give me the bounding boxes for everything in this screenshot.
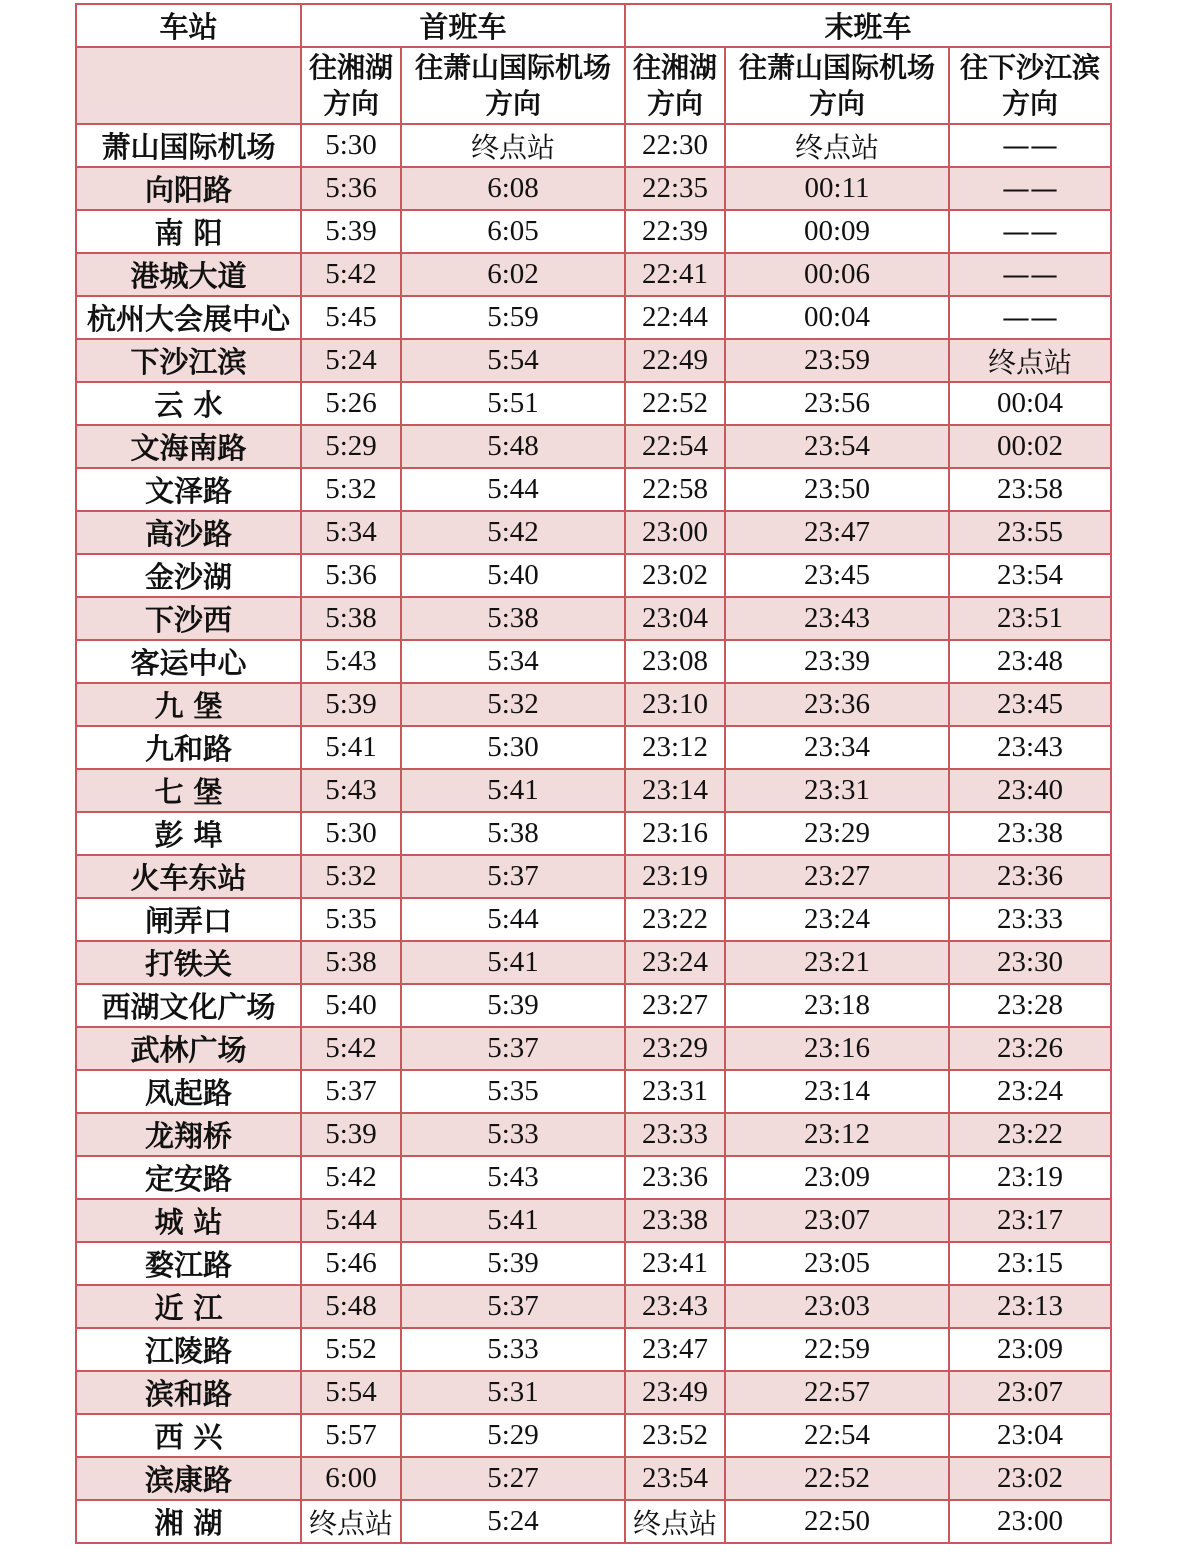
last-xianghu-cell: 23:00 [625, 511, 725, 554]
table-row [76, 339, 1111, 382]
header-station: 车站 [76, 4, 301, 47]
last-xianghu-cell: 23:47 [625, 1328, 725, 1371]
last-airport-cell: 23:24 [725, 898, 949, 941]
table-row [76, 124, 1111, 167]
last-airport-cell: 22:59 [725, 1328, 949, 1371]
first-airport-cell: 5:39 [401, 1242, 625, 1285]
table-row [76, 726, 1111, 769]
table-row [76, 1371, 1111, 1414]
first-airport-cell: 5:30 [401, 726, 625, 769]
station-cell: 九 堡 [76, 683, 301, 726]
last-airport-cell: 23:45 [725, 554, 949, 597]
last-xiasha-cell: 23:58 [949, 468, 1111, 511]
last-airport-cell: 22:50 [725, 1500, 949, 1543]
last-airport-cell: 22:54 [725, 1414, 949, 1457]
timetable [75, 3, 1112, 1544]
last-xiasha-cell: 23:43 [949, 726, 1111, 769]
last-airport-cell: 23:56 [725, 382, 949, 425]
last-xiasha-cell: 23:15 [949, 1242, 1111, 1285]
first-airport-cell: 5:38 [401, 597, 625, 640]
last-xiasha-cell: —— [949, 124, 1111, 167]
last-airport-cell: 23:29 [725, 812, 949, 855]
last-airport-cell: 23:59 [725, 339, 949, 382]
last-xiasha-cell: 23:38 [949, 812, 1111, 855]
first-airport-cell: 5:40 [401, 554, 625, 597]
first-airport-cell: 5:42 [401, 511, 625, 554]
last-xianghu-cell: 23:43 [625, 1285, 725, 1328]
first-airport-cell: 5:37 [401, 1285, 625, 1328]
station-cell: 彭 埠 [76, 812, 301, 855]
first-xianghu-cell: 5:42 [301, 1027, 401, 1070]
table-row [76, 1070, 1111, 1113]
table-row [76, 468, 1111, 511]
last-xianghu-cell: 终点站 [625, 1500, 725, 1543]
last-airport-cell: 23:31 [725, 769, 949, 812]
last-xiasha-cell: 23:02 [949, 1457, 1111, 1500]
first-airport-cell: 5:32 [401, 683, 625, 726]
table-row [76, 210, 1111, 253]
first-xianghu-cell: 5:32 [301, 855, 401, 898]
station-cell: 文泽路 [76, 468, 301, 511]
station-cell: 金沙湖 [76, 554, 301, 597]
last-airport-cell: 00:04 [725, 296, 949, 339]
station-cell: 港城大道 [76, 253, 301, 296]
last-xianghu-cell: 22:35 [625, 167, 725, 210]
last-xiasha-cell: 23:04 [949, 1414, 1111, 1457]
station-cell: 凤起路 [76, 1070, 301, 1113]
last-xiasha-cell: —— [949, 296, 1111, 339]
last-xiasha-cell: 23:24 [949, 1070, 1111, 1113]
first-airport-cell: 5:43 [401, 1156, 625, 1199]
header-last-train: 末班车 [625, 4, 1111, 47]
first-airport-cell: 5:24 [401, 1500, 625, 1543]
last-xianghu-cell: 22:44 [625, 296, 725, 339]
station-cell: 城 站 [76, 1199, 301, 1242]
station-cell: 滨康路 [76, 1457, 301, 1500]
last-airport-cell: 23:47 [725, 511, 949, 554]
last-xianghu-cell: 23:29 [625, 1027, 725, 1070]
first-airport-cell: 5:44 [401, 898, 625, 941]
last-xianghu-cell: 23:04 [625, 597, 725, 640]
header-dir-last-airport: 往萧山国际机场 方向 [725, 47, 949, 124]
station-cell: 向阳路 [76, 167, 301, 210]
station-cell: 下沙西 [76, 597, 301, 640]
last-airport-cell: 23:16 [725, 1027, 949, 1070]
first-airport-cell: 6:08 [401, 167, 625, 210]
first-xianghu-cell: 5:35 [301, 898, 401, 941]
first-airport-cell: 5:54 [401, 339, 625, 382]
last-xianghu-cell: 23:22 [625, 898, 725, 941]
last-xianghu-cell: 23:38 [625, 1199, 725, 1242]
table-row [76, 941, 1111, 984]
station-cell: 龙翔桥 [76, 1113, 301, 1156]
last-airport-cell: 23:50 [725, 468, 949, 511]
table-row [76, 1328, 1111, 1371]
table-row [76, 1457, 1111, 1500]
first-xianghu-cell: 5:43 [301, 640, 401, 683]
last-xianghu-cell: 22:58 [625, 468, 725, 511]
first-airport-cell: 5:44 [401, 468, 625, 511]
header-dir-first-xianghu: 往湘湖 方向 [301, 47, 401, 124]
station-cell: 西 兴 [76, 1414, 301, 1457]
table-row [76, 1027, 1111, 1070]
last-xiasha-cell: 23:55 [949, 511, 1111, 554]
table-row [76, 898, 1111, 941]
last-xiasha-cell: 23:09 [949, 1328, 1111, 1371]
first-airport-cell: 5:35 [401, 1070, 625, 1113]
last-airport-cell: 23:54 [725, 425, 949, 468]
last-xiasha-cell: 23:54 [949, 554, 1111, 597]
last-xianghu-cell: 23:36 [625, 1156, 725, 1199]
table-row [76, 511, 1111, 554]
first-airport-cell: 5:34 [401, 640, 625, 683]
last-xianghu-cell: 23:08 [625, 640, 725, 683]
timetable-body [76, 124, 1111, 1543]
station-cell: 近 江 [76, 1285, 301, 1328]
first-xianghu-cell: 5:54 [301, 1371, 401, 1414]
last-xianghu-cell: 23:24 [625, 941, 725, 984]
first-airport-cell: 5:41 [401, 941, 625, 984]
first-xianghu-cell: 5:44 [301, 1199, 401, 1242]
table-row [76, 1414, 1111, 1457]
last-airport-cell: 23:21 [725, 941, 949, 984]
station-cell: 九和路 [76, 726, 301, 769]
last-xiasha-cell: 23:19 [949, 1156, 1111, 1199]
station-cell: 西湖文化广场 [76, 984, 301, 1027]
first-xianghu-cell: 5:36 [301, 554, 401, 597]
table-row [76, 683, 1111, 726]
table-row [76, 296, 1111, 339]
first-airport-cell: 5:37 [401, 1027, 625, 1070]
last-xiasha-cell: 23:40 [949, 769, 1111, 812]
last-airport-cell: 23:27 [725, 855, 949, 898]
table-row [76, 769, 1111, 812]
first-xianghu-cell: 5:29 [301, 425, 401, 468]
last-xianghu-cell: 23:02 [625, 554, 725, 597]
last-xiasha-cell: —— [949, 167, 1111, 210]
last-airport-cell: 23:39 [725, 640, 949, 683]
first-xianghu-cell: 5:57 [301, 1414, 401, 1457]
station-cell: 文海南路 [76, 425, 301, 468]
station-cell: 杭州大会展中心 [76, 296, 301, 339]
table-row [76, 984, 1111, 1027]
last-airport-cell: 23:09 [725, 1156, 949, 1199]
station-cell: 高沙路 [76, 511, 301, 554]
first-airport-cell: 5:29 [401, 1414, 625, 1457]
first-xianghu-cell: 5:48 [301, 1285, 401, 1328]
station-cell: 江陵路 [76, 1328, 301, 1371]
table-row [76, 382, 1111, 425]
first-xianghu-cell: 5:30 [301, 124, 401, 167]
station-cell: 婺江路 [76, 1242, 301, 1285]
last-xianghu-cell: 23:31 [625, 1070, 725, 1113]
first-xianghu-cell: 5:52 [301, 1328, 401, 1371]
first-xianghu-cell: 5:26 [301, 382, 401, 425]
last-xiasha-cell: 终点站 [949, 339, 1111, 382]
station-cell: 云 水 [76, 382, 301, 425]
first-airport-cell: 6:05 [401, 210, 625, 253]
last-xiasha-cell: 23:07 [949, 1371, 1111, 1414]
header-first-train: 首班车 [301, 4, 625, 47]
table-row [76, 640, 1111, 683]
first-xianghu-cell: 5:30 [301, 812, 401, 855]
first-xianghu-cell: 5:40 [301, 984, 401, 1027]
table-row [76, 554, 1111, 597]
last-xiasha-cell: —— [949, 253, 1111, 296]
first-xianghu-cell: 5:39 [301, 1113, 401, 1156]
table-row [76, 855, 1111, 898]
last-airport-cell: 终点站 [725, 124, 949, 167]
first-xianghu-cell: 5:24 [301, 339, 401, 382]
station-cell: 武林广场 [76, 1027, 301, 1070]
last-airport-cell: 23:07 [725, 1199, 949, 1242]
last-xiasha-cell: 23:48 [949, 640, 1111, 683]
table-row [76, 1500, 1111, 1543]
station-cell: 火车东站 [76, 855, 301, 898]
first-xianghu-cell: 5:38 [301, 597, 401, 640]
last-xiasha-cell: 23:22 [949, 1113, 1111, 1156]
last-xiasha-cell: 23:00 [949, 1500, 1111, 1543]
first-airport-cell: 终点站 [401, 124, 625, 167]
last-xianghu-cell: 23:54 [625, 1457, 725, 1500]
last-xiasha-cell: 23:26 [949, 1027, 1111, 1070]
last-xiasha-cell: 00:04 [949, 382, 1111, 425]
first-xianghu-cell: 5:36 [301, 167, 401, 210]
station-cell: 滨和路 [76, 1371, 301, 1414]
last-airport-cell: 22:57 [725, 1371, 949, 1414]
first-xianghu-cell: 6:00 [301, 1457, 401, 1500]
table-row [76, 1285, 1111, 1328]
last-xianghu-cell: 23:27 [625, 984, 725, 1027]
table-row [76, 1242, 1111, 1285]
last-xianghu-cell: 23:41 [625, 1242, 725, 1285]
header-dir-last-xiasha: 往下沙江滨 方向 [949, 47, 1111, 124]
last-xiasha-cell: 00:02 [949, 425, 1111, 468]
last-airport-cell: 00:06 [725, 253, 949, 296]
last-airport-cell: 23:34 [725, 726, 949, 769]
first-xianghu-cell: 5:34 [301, 511, 401, 554]
first-xianghu-cell: 5:46 [301, 1242, 401, 1285]
last-xianghu-cell: 22:30 [625, 124, 725, 167]
last-xianghu-cell: 23:12 [625, 726, 725, 769]
last-xianghu-cell: 23:14 [625, 769, 725, 812]
first-airport-cell: 5:38 [401, 812, 625, 855]
station-cell: 南 阳 [76, 210, 301, 253]
first-airport-cell: 5:48 [401, 425, 625, 468]
last-airport-cell: 23:43 [725, 597, 949, 640]
last-xiasha-cell: —— [949, 210, 1111, 253]
last-xiasha-cell: 23:33 [949, 898, 1111, 941]
last-xianghu-cell: 22:49 [625, 339, 725, 382]
last-airport-cell: 23:03 [725, 1285, 949, 1328]
table-row [76, 812, 1111, 855]
first-airport-cell: 5:59 [401, 296, 625, 339]
last-airport-cell: 23:36 [725, 683, 949, 726]
first-xianghu-cell: 终点站 [301, 1500, 401, 1543]
last-xiasha-cell: 23:45 [949, 683, 1111, 726]
first-xianghu-cell: 5:38 [301, 941, 401, 984]
first-xianghu-cell: 5:37 [301, 1070, 401, 1113]
last-airport-cell: 00:11 [725, 167, 949, 210]
first-airport-cell: 5:51 [401, 382, 625, 425]
table-row [76, 1199, 1111, 1242]
first-xianghu-cell: 5:42 [301, 253, 401, 296]
table-row [76, 1156, 1111, 1199]
last-airport-cell: 23:18 [725, 984, 949, 1027]
header-dir-first-airport: 往萧山国际机场 方向 [401, 47, 625, 124]
station-cell: 打铁关 [76, 941, 301, 984]
station-cell: 七 堡 [76, 769, 301, 812]
station-cell: 定安路 [76, 1156, 301, 1199]
last-xianghu-cell: 23:10 [625, 683, 725, 726]
table-row [76, 1113, 1111, 1156]
last-xiasha-cell: 23:36 [949, 855, 1111, 898]
station-cell: 湘 湖 [76, 1500, 301, 1543]
first-airport-cell: 5:33 [401, 1328, 625, 1371]
table-row [76, 253, 1111, 296]
last-xianghu-cell: 23:49 [625, 1371, 725, 1414]
last-xianghu-cell: 23:19 [625, 855, 725, 898]
last-xianghu-cell: 22:54 [625, 425, 725, 468]
first-airport-cell: 5:31 [401, 1371, 625, 1414]
first-xianghu-cell: 5:32 [301, 468, 401, 511]
last-xianghu-cell: 22:41 [625, 253, 725, 296]
table-row [76, 167, 1111, 210]
first-xianghu-cell: 5:41 [301, 726, 401, 769]
last-airport-cell: 23:14 [725, 1070, 949, 1113]
station-cell: 闸弄口 [76, 898, 301, 941]
last-xianghu-cell: 22:39 [625, 210, 725, 253]
last-airport-cell: 23:12 [725, 1113, 949, 1156]
last-xianghu-cell: 23:16 [625, 812, 725, 855]
last-xiasha-cell: 23:13 [949, 1285, 1111, 1328]
first-xianghu-cell: 5:42 [301, 1156, 401, 1199]
first-xianghu-cell: 5:39 [301, 210, 401, 253]
last-airport-cell: 22:52 [725, 1457, 949, 1500]
first-xianghu-cell: 5:45 [301, 296, 401, 339]
last-xiasha-cell: 23:17 [949, 1199, 1111, 1242]
table-row [76, 425, 1111, 468]
last-xiasha-cell: 23:51 [949, 597, 1111, 640]
first-xianghu-cell: 5:43 [301, 769, 401, 812]
first-airport-cell: 5:39 [401, 984, 625, 1027]
table-row [76, 597, 1111, 640]
last-xiasha-cell: 23:30 [949, 941, 1111, 984]
first-airport-cell: 5:37 [401, 855, 625, 898]
first-airport-cell: 5:41 [401, 1199, 625, 1242]
station-cell: 客运中心 [76, 640, 301, 683]
last-xiasha-cell: 23:28 [949, 984, 1111, 1027]
first-airport-cell: 5:33 [401, 1113, 625, 1156]
first-xianghu-cell: 5:39 [301, 683, 401, 726]
first-airport-cell: 5:41 [401, 769, 625, 812]
first-airport-cell: 5:27 [401, 1457, 625, 1500]
station-cell: 下沙江滨 [76, 339, 301, 382]
station-cell: 萧山国际机场 [76, 124, 301, 167]
header-blank-cell [76, 47, 301, 124]
header-dir-last-xianghu: 往湘湖 方向 [625, 47, 725, 124]
last-xianghu-cell: 23:52 [625, 1414, 725, 1457]
last-airport-cell: 00:09 [725, 210, 949, 253]
last-xianghu-cell: 23:33 [625, 1113, 725, 1156]
first-airport-cell: 6:02 [401, 253, 625, 296]
last-xianghu-cell: 22:52 [625, 382, 725, 425]
last-airport-cell: 23:05 [725, 1242, 949, 1285]
